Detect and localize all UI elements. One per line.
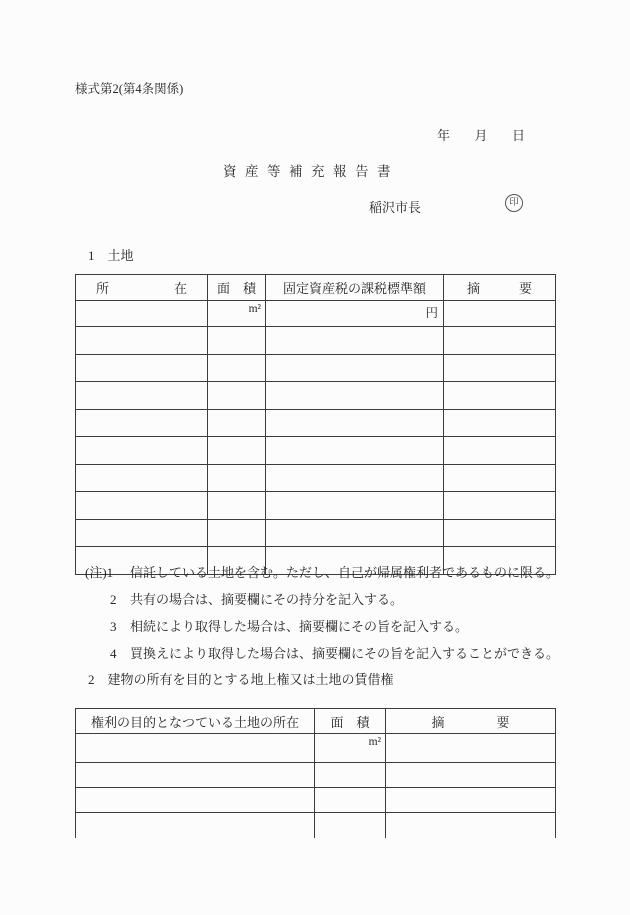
land-unit-row bbox=[76, 301, 556, 327]
empty-cell bbox=[444, 519, 556, 547]
note-number: (注)1 bbox=[85, 565, 114, 580]
land-table-header-row bbox=[76, 275, 556, 301]
leasehold-table bbox=[75, 708, 556, 838]
note-text: 信託している土地を含む。ただし、自己が帰属権利者であるものに限る。 bbox=[130, 565, 560, 580]
empty-cell bbox=[76, 763, 315, 788]
empty-cell bbox=[315, 788, 386, 813]
note-number: 3 bbox=[110, 619, 117, 634]
note-number: 2 bbox=[110, 592, 117, 607]
date-month-label: 月 bbox=[474, 128, 488, 143]
note-item bbox=[85, 620, 565, 635]
empty-cell bbox=[266, 327, 444, 355]
note-text: 共有の場合は、摘要欄にその持分を記入する。 bbox=[130, 592, 404, 607]
section1-heading: 1 土地 bbox=[88, 248, 134, 263]
leasehold-table-header-row bbox=[76, 709, 556, 734]
note-text: 相続により取得した場合は、摘要欄にその旨を記入する。 bbox=[130, 619, 469, 634]
date-line bbox=[437, 125, 525, 144]
addressee-label: 稲沢市長 bbox=[369, 200, 422, 215]
empty-cell bbox=[76, 409, 208, 437]
table-row bbox=[76, 354, 556, 382]
empty-cell bbox=[208, 464, 266, 492]
empty-cell bbox=[444, 301, 556, 327]
empty-cell bbox=[208, 519, 266, 547]
empty-cell bbox=[386, 734, 556, 763]
empty-cell bbox=[76, 492, 208, 520]
note-number: 4 bbox=[110, 646, 117, 661]
empty-cell bbox=[208, 382, 266, 410]
empty-cell bbox=[266, 382, 444, 410]
empty-cell bbox=[208, 437, 266, 465]
empty-cell bbox=[76, 354, 208, 382]
land-header-area: 面 積 bbox=[208, 275, 266, 301]
notes-block bbox=[85, 566, 565, 674]
empty-cell bbox=[76, 464, 208, 492]
section2-heading: 2 建物の所有を目的とする地上権又は土地の賃借権 bbox=[88, 672, 394, 687]
empty-cell bbox=[76, 327, 208, 355]
empty-cell bbox=[266, 492, 444, 520]
empty-cell bbox=[208, 354, 266, 382]
note-item bbox=[85, 566, 565, 581]
empty-cell bbox=[386, 813, 556, 839]
land-area-unit: m² bbox=[208, 301, 266, 327]
note-item bbox=[85, 647, 565, 662]
seal-icon: 印 bbox=[505, 194, 523, 212]
empty-cell bbox=[266, 464, 444, 492]
empty-cell bbox=[444, 327, 556, 355]
leasehold-header-remarks: 摘 要 bbox=[386, 709, 556, 734]
table-row bbox=[76, 437, 556, 465]
leasehold-area-unit: m² bbox=[315, 734, 386, 763]
land-header-remarks: 摘 要 bbox=[444, 275, 556, 301]
table-row bbox=[76, 763, 556, 788]
empty-cell bbox=[266, 437, 444, 465]
empty-cell bbox=[386, 788, 556, 813]
empty-cell bbox=[266, 519, 444, 547]
empty-cell bbox=[266, 354, 444, 382]
empty-cell bbox=[266, 409, 444, 437]
empty-cell bbox=[315, 813, 386, 839]
empty-cell bbox=[208, 409, 266, 437]
form-number-label: 様式第2(第4条関係) bbox=[75, 82, 184, 96]
table-row bbox=[76, 492, 556, 520]
land-amount-unit: 円 bbox=[266, 301, 444, 327]
table-row bbox=[76, 327, 556, 355]
date-day-label: 日 bbox=[511, 128, 525, 143]
empty-cell bbox=[444, 382, 556, 410]
note-item bbox=[85, 593, 565, 608]
leasehold-unit-row bbox=[76, 734, 556, 763]
empty-cell bbox=[76, 437, 208, 465]
empty-cell bbox=[76, 788, 315, 813]
empty-cell bbox=[444, 464, 556, 492]
empty-cell bbox=[76, 301, 208, 327]
empty-cell bbox=[386, 763, 556, 788]
table-row-cutoff bbox=[76, 813, 556, 839]
table-row bbox=[76, 382, 556, 410]
table-row bbox=[76, 464, 556, 492]
empty-cell bbox=[444, 437, 556, 465]
empty-cell bbox=[208, 327, 266, 355]
empty-cell bbox=[315, 763, 386, 788]
note-text: 買換えにより取得した場合は、摘要欄にその旨を記入することができる。 bbox=[130, 646, 560, 661]
table-row bbox=[76, 519, 556, 547]
empty-cell bbox=[76, 382, 208, 410]
document-title: 資産等補充報告書 bbox=[223, 164, 399, 179]
land-header-tax-base: 固定資産税の課税標準額 bbox=[266, 275, 444, 301]
empty-cell bbox=[76, 519, 208, 547]
land-table bbox=[75, 274, 556, 575]
empty-cell bbox=[444, 354, 556, 382]
empty-cell bbox=[444, 492, 556, 520]
date-year-label: 年 bbox=[437, 128, 451, 143]
table-row bbox=[76, 409, 556, 437]
empty-cell bbox=[444, 409, 556, 437]
land-header-location: 所 在 bbox=[76, 275, 208, 301]
leasehold-header-location: 権利の目的となつている土地の所在 bbox=[76, 709, 315, 734]
leasehold-header-area: 面 積 bbox=[315, 709, 386, 734]
table-row bbox=[76, 788, 556, 813]
empty-cell bbox=[208, 492, 266, 520]
empty-cell bbox=[76, 734, 315, 763]
empty-cell bbox=[76, 813, 315, 839]
